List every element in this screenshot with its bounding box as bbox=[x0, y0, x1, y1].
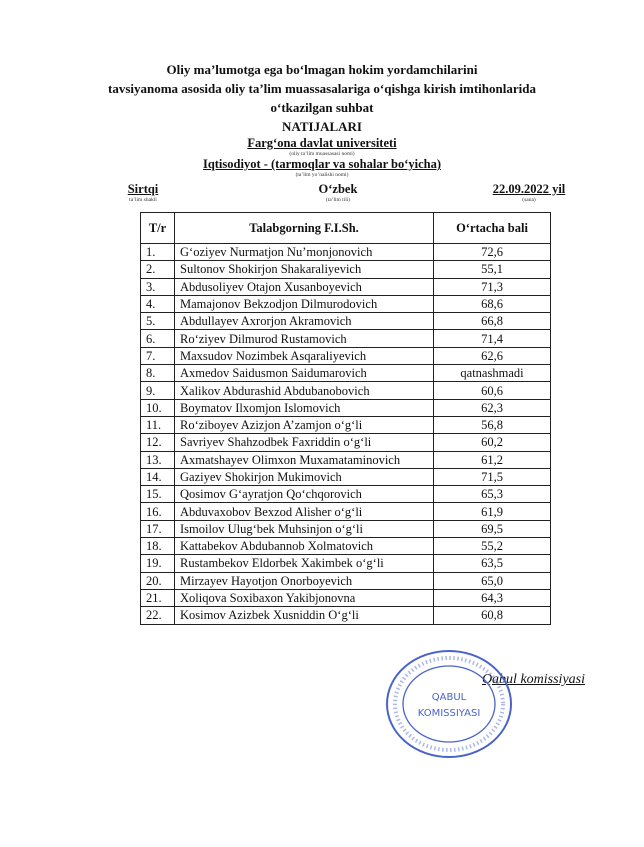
direction-note: (ta’lim yo’nalishi nomi) bbox=[295, 172, 349, 178]
row-score: 61,2 bbox=[434, 451, 551, 468]
signature-label: Qabul komissiyasi bbox=[481, 672, 585, 687]
row-number: 16. bbox=[141, 503, 175, 520]
row-number: 15. bbox=[141, 486, 175, 503]
header-name: Talabgorning F.I.Sh. bbox=[175, 213, 434, 244]
row-number: 20. bbox=[141, 572, 175, 589]
stamp-inner-ring bbox=[403, 666, 495, 742]
language-value: O‘zbek bbox=[318, 182, 358, 196]
row-number: 4. bbox=[141, 295, 175, 312]
row-name: Xalikov Abdurashid Abdubanobovich bbox=[175, 382, 434, 399]
form-note: ta’lim shakli bbox=[129, 197, 157, 203]
row-name: Gaziyev Shokirjon Mukimovich bbox=[175, 468, 434, 485]
table-row bbox=[141, 555, 551, 572]
row-score: 55,2 bbox=[434, 538, 551, 555]
table-row bbox=[141, 382, 551, 399]
table-header-row bbox=[141, 213, 551, 244]
row-name: Abduvaxobov Bexzod Alisher o‘g‘li bbox=[175, 503, 434, 520]
date-block bbox=[484, 182, 574, 203]
row-name: Axmedov Saidusmon Saidumarovich bbox=[175, 365, 434, 382]
row-name: Ismoilov Ulug‘bek Muhsinjon o‘g‘li bbox=[175, 520, 434, 537]
row-name: G‘oziyev Nurmatjon Nu’monjonovich bbox=[175, 244, 434, 261]
table-row bbox=[141, 520, 551, 537]
direction-block bbox=[0, 157, 644, 178]
table-row bbox=[141, 538, 551, 555]
language-block bbox=[288, 182, 388, 203]
table-row bbox=[141, 295, 551, 312]
row-number: 12. bbox=[141, 434, 175, 451]
document-header bbox=[0, 60, 644, 136]
table-row bbox=[141, 503, 551, 520]
table-row bbox=[141, 451, 551, 468]
meta-row bbox=[118, 182, 574, 208]
table-row bbox=[141, 416, 551, 433]
header-line-3: o‘tkazilgan suhbat bbox=[270, 100, 374, 115]
row-score: 62,6 bbox=[434, 347, 551, 364]
row-number: 17. bbox=[141, 520, 175, 537]
row-name: Savriyev Shahzodbek Faxriddin o‘g‘li bbox=[175, 434, 434, 451]
row-score: 63,5 bbox=[434, 555, 551, 572]
results-table bbox=[140, 212, 551, 625]
row-number: 7. bbox=[141, 347, 175, 364]
row-name: Abdusoliyev Otajon Xusanboyevich bbox=[175, 278, 434, 295]
table-row bbox=[141, 468, 551, 485]
stamp-line-1: QABUL bbox=[431, 692, 467, 703]
row-number: 1. bbox=[141, 244, 175, 261]
table-row bbox=[141, 330, 551, 347]
row-score: 61,9 bbox=[434, 503, 551, 520]
table-row bbox=[141, 244, 551, 261]
row-name: Abdullayev Axrorjon Akramovich bbox=[175, 313, 434, 330]
table-row bbox=[141, 261, 551, 278]
table-row bbox=[141, 572, 551, 589]
institution-block bbox=[0, 136, 644, 157]
row-score: 56,8 bbox=[434, 416, 551, 433]
row-name: Xoliqova Soxibaxon Yakibjonovna bbox=[175, 589, 434, 606]
row-number: 11. bbox=[141, 416, 175, 433]
row-name: Boymatov Ilxomjon Islomovich bbox=[175, 399, 434, 416]
row-name: Maxsudov Nozimbek Asqaraliyevich bbox=[175, 347, 434, 364]
header-title: NATIJALARI bbox=[282, 119, 362, 134]
row-name: Rustambekov Eldorbek Xakimbek o‘g‘li bbox=[175, 555, 434, 572]
row-number: 3. bbox=[141, 278, 175, 295]
row-name: Mirzayev Hayotjon Onorboyevich bbox=[175, 572, 434, 589]
header-line-2: tavsiyanoma asosida oliy ta’lim muassasalariga o‘qishga kirish imtihonlarida bbox=[108, 81, 536, 96]
row-number: 18. bbox=[141, 538, 175, 555]
table-row bbox=[141, 486, 551, 503]
row-number: 9. bbox=[141, 382, 175, 399]
table-body bbox=[141, 244, 551, 625]
row-score: 71,3 bbox=[434, 278, 551, 295]
row-score: 60,8 bbox=[434, 607, 551, 624]
row-score: 62,3 bbox=[434, 399, 551, 416]
row-score: qatnashmadi bbox=[434, 365, 551, 382]
header-score: O‘rtacha bali bbox=[434, 213, 551, 244]
row-number: 8. bbox=[141, 365, 175, 382]
institution-note: (oliy ta’lim muassasasi nomi) bbox=[289, 151, 355, 157]
header-line-1: Oliy ma’lumotga ega bo‘lmagan hokim yordamchilarini bbox=[166, 62, 478, 77]
institution-name: Farg‘ona davlat universiteti bbox=[247, 136, 397, 150]
row-number: 21. bbox=[141, 589, 175, 606]
row-score: 68,6 bbox=[434, 295, 551, 312]
row-score: 65,3 bbox=[434, 486, 551, 503]
row-score: 71,5 bbox=[434, 468, 551, 485]
row-number: 10. bbox=[141, 399, 175, 416]
row-score: 72,6 bbox=[434, 244, 551, 261]
stamp-text-ring bbox=[395, 658, 503, 750]
row-name: Qosimov G‘ayratjon Qo‘chqorovich bbox=[175, 486, 434, 503]
row-number: 5. bbox=[141, 313, 175, 330]
stamp-outer-ring bbox=[387, 651, 511, 757]
row-score: 66,8 bbox=[434, 313, 551, 330]
form-value: Sirtqi bbox=[127, 182, 159, 196]
table-row bbox=[141, 589, 551, 606]
row-number: 14. bbox=[141, 468, 175, 485]
row-score: 60,2 bbox=[434, 434, 551, 451]
row-number: 2. bbox=[141, 261, 175, 278]
row-name: Kosimov Azizbek Xusniddin O‘g‘li bbox=[175, 607, 434, 624]
table-row bbox=[141, 278, 551, 295]
form-block bbox=[118, 182, 168, 203]
table-row bbox=[141, 607, 551, 624]
row-name: Mamajonov Bekzodjon Dilmurodovich bbox=[175, 295, 434, 312]
row-number: 22. bbox=[141, 607, 175, 624]
row-name: Ro‘ziboyev Azizjon A’zamjon o‘g‘li bbox=[175, 416, 434, 433]
date-note: (sana) bbox=[522, 197, 536, 203]
table-row bbox=[141, 313, 551, 330]
row-name: Kattabekov Abdubannob Xolmatovich bbox=[175, 538, 434, 555]
table-row bbox=[141, 347, 551, 364]
header-number: T/r bbox=[141, 213, 175, 244]
row-name: Ro‘ziyev Dilmurod Rustamovich bbox=[175, 330, 434, 347]
table-row bbox=[141, 399, 551, 416]
row-score: 64,3 bbox=[434, 589, 551, 606]
row-number: 6. bbox=[141, 330, 175, 347]
row-name: Axmatshayev Olimxon Muxamataminovich bbox=[175, 451, 434, 468]
stamp-line-2: KOMISSIYASI bbox=[417, 708, 481, 719]
row-score: 55,1 bbox=[434, 261, 551, 278]
direction-name: Iqtisodiyot - (tarmoqlar va sohalar bo‘yicha) bbox=[202, 157, 442, 171]
table-row bbox=[141, 365, 551, 382]
row-number: 19. bbox=[141, 555, 175, 572]
table-row bbox=[141, 434, 551, 451]
row-score: 60,6 bbox=[434, 382, 551, 399]
row-number: 13. bbox=[141, 451, 175, 468]
date-value: 22.09.2022 yil bbox=[492, 182, 566, 196]
commission-stamp bbox=[384, 648, 514, 760]
language-note: (ta’lim tili) bbox=[325, 197, 351, 203]
row-score: 69,5 bbox=[434, 520, 551, 537]
row-name: Sultonov Shokirjon Shakaraliyevich bbox=[175, 261, 434, 278]
row-score: 71,4 bbox=[434, 330, 551, 347]
row-score: 65,0 bbox=[434, 572, 551, 589]
